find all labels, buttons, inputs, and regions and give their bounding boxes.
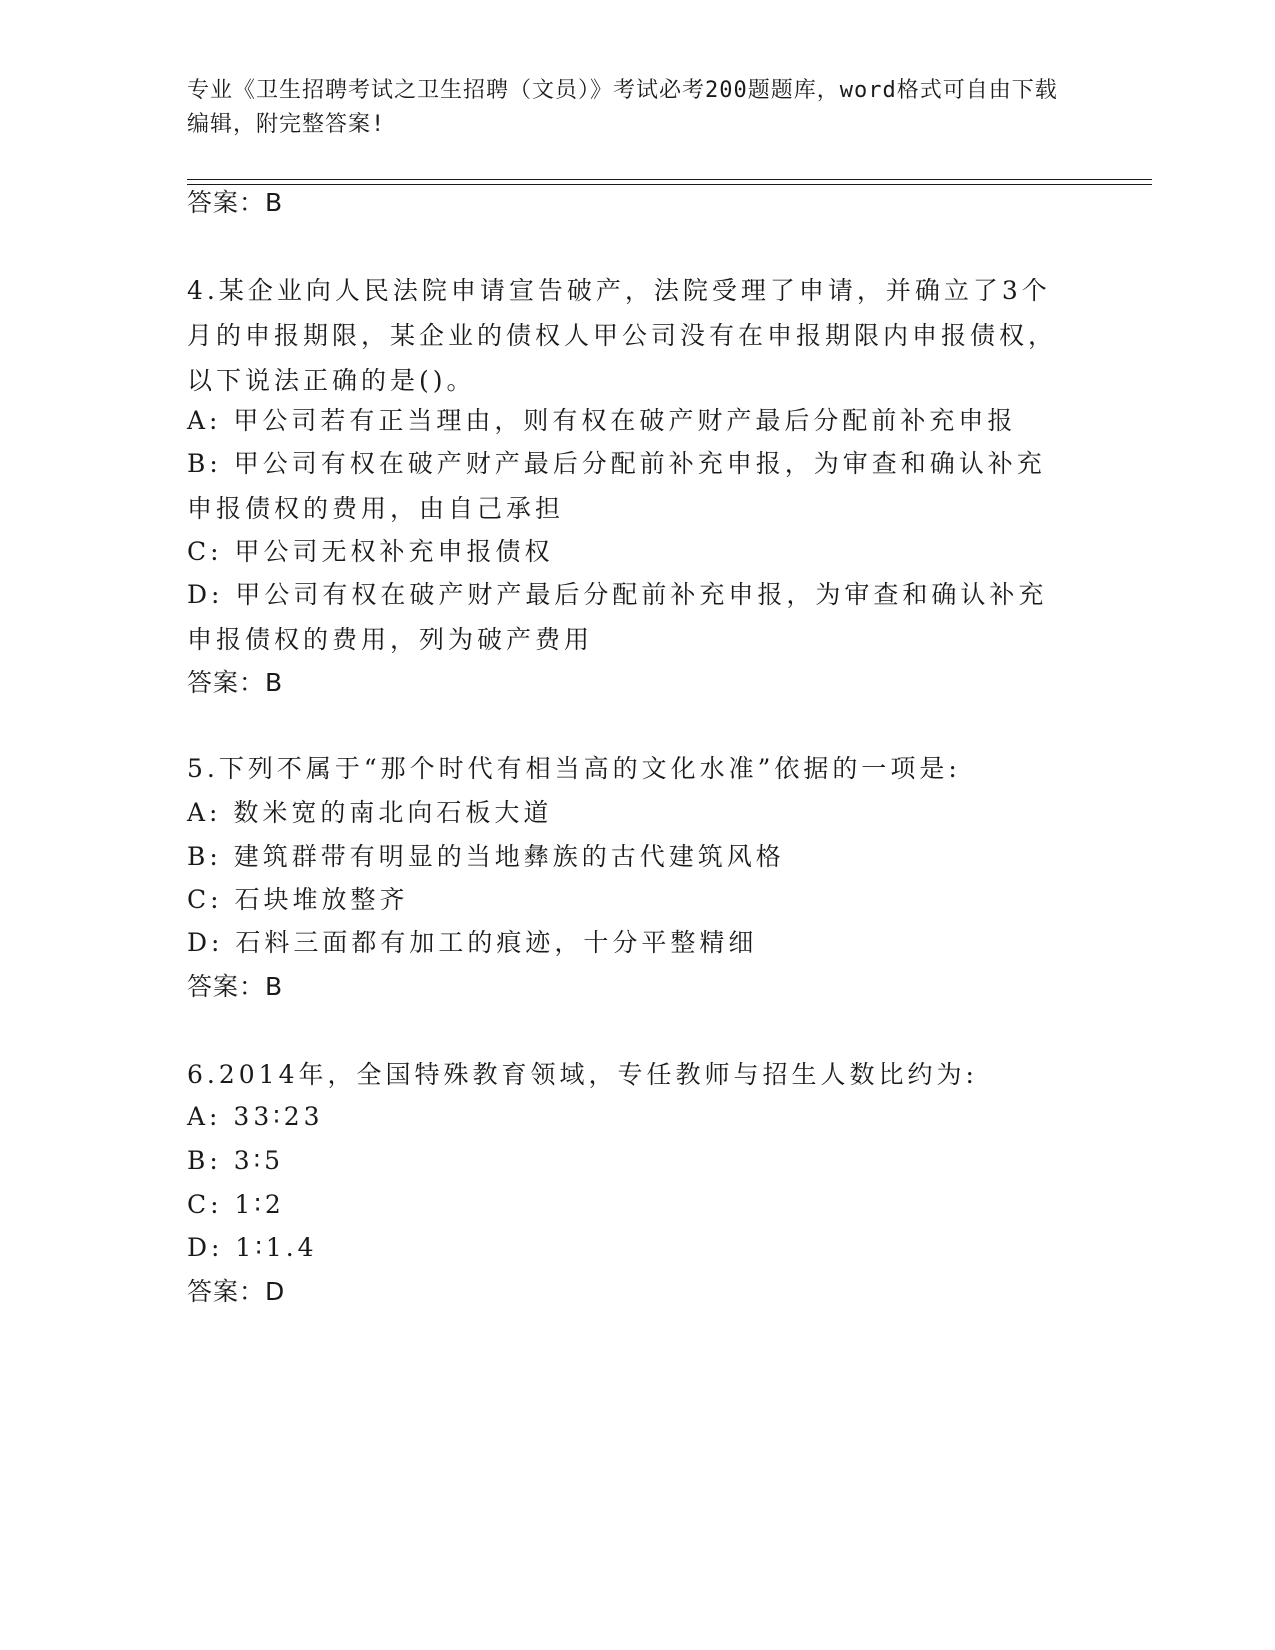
previous-answer: 答案：B (187, 188, 284, 217)
option-d: D: 甲公司有权在破产财产最后分配前补充申报，为审查和确认补充申报债权的费用，列为破产费用 (187, 580, 1048, 654)
option-a: A: 数米宽的南北向石板大道 (187, 798, 553, 827)
option-a: A: 33∶23 (187, 1102, 324, 1131)
answer: 答案：B (187, 668, 284, 697)
option-b: B: 3∶5 (187, 1146, 285, 1175)
option-b: B: 建筑群带有明显的当地彝族的古代建筑风格 (187, 842, 785, 871)
header-rule-top (187, 179, 1152, 180)
answer: 答案：D (187, 1277, 286, 1306)
option-c: C: 石块堆放整齐 (187, 885, 409, 914)
option-c: C: 甲公司无权补充申报债权 (187, 537, 554, 566)
answer: 答案：B (187, 972, 284, 1001)
question-stem: 6.2014年，全国特殊教育领域，专任教师与招生人数比约为: (187, 1060, 978, 1089)
document-header: 专业《卫生招聘考试之卫生招聘（文员）》考试必考200题题库，word格式可自由下载编辑，附完整答案! (187, 78, 1058, 137)
header-rule-bottom (187, 184, 1152, 185)
option-d: D: 石料三面都有加工的痕迹，十分平整精细 (187, 928, 758, 957)
option-d: D: 1∶1.4 (187, 1233, 318, 1262)
question-stem: 4.某企业向人民法院申请宣告破产，法院受理了申请，并确立了3个月的申报期限，某企业的债权人甲公司没有在申报期限内申报债权，以下说法正确的是()。 (187, 276, 1058, 395)
option-a: A: 甲公司若有正当理由，则有权在破产财产最后分配前补充申报 (187, 406, 1017, 435)
question-stem: 5.下列不属于“那个时代有相当高的文化水准”依据的一项是: (187, 754, 961, 783)
option-b: B: 甲公司有权在破产财产最后分配前补充申报，为审查和确认补充申报债权的费用，由自己承担 (187, 449, 1046, 523)
option-c: C: 1∶2 (187, 1190, 285, 1219)
